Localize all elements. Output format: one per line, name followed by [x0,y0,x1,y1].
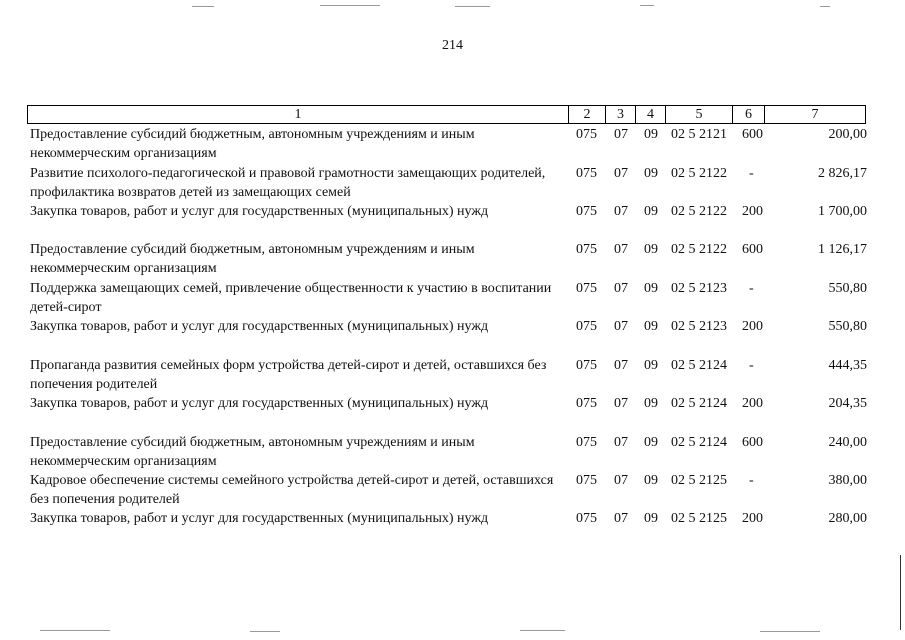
header-cell-expense-type: 6 [733,106,765,124]
row-section: 07 [614,166,628,181]
scan-speck [455,6,490,7]
row-name: Пропаганда развития семейных форм устройства детей-сирот и детей, оставшихся без попечения родителей [30,358,547,392]
row-section: 07 [614,396,628,411]
row-grbs: 075 [576,435,597,450]
row-target-article: 02 5 2124 [671,396,727,411]
row-section: 07 [614,127,628,142]
header-cell-target-article: 5 [666,106,733,124]
scan-speck [640,5,654,6]
row-section: 07 [614,435,628,450]
row-subsection: 09 [644,204,658,219]
row-sum: 1 126,17 [818,242,867,257]
row-subsection: 09 [644,435,658,450]
row-sum: 280,00 [828,511,867,526]
row-grbs: 075 [576,358,597,373]
row-expense-type: 200 [742,319,763,334]
table-row [30,510,870,530]
row-name: Кадровое обеспечение системы семейного устройства детей-сирот и детей, оставшихся без попечения родителей [30,473,554,507]
row-section: 07 [614,358,628,373]
row-sum: 550,80 [828,281,867,296]
row-sum: 550,80 [828,319,867,334]
row-grbs: 075 [576,396,597,411]
row-name: Предоставление субсидий бюджетным, автономным учреждениям и иным некоммерческим организациям [30,242,475,276]
row-target-article: 02 5 2122 [671,166,727,181]
table-header [27,105,866,124]
row-name: Закупка товаров, работ и услуг для государственных (муниципальных) нужд [30,319,489,334]
row-expense-type: 600 [742,435,763,450]
scan-speck [520,630,565,631]
table-row [30,434,870,472]
row-expense-type: - [749,358,754,373]
row-name: Закупка товаров, работ и услуг для государственных (муниципальных) нужд [30,396,489,411]
row-section: 07 [614,319,628,334]
row-subsection: 09 [644,358,658,373]
table-row [30,357,870,395]
row-target-article: 02 5 2124 [671,435,727,450]
table-row [30,126,870,165]
row-subsection: 09 [644,166,658,181]
row-grbs: 075 [576,319,597,334]
row-expense-type: - [749,166,754,181]
table-row [30,165,870,203]
scan-speck [760,631,820,632]
row-grbs: 075 [576,242,597,257]
table-row [30,280,870,318]
row-subsection: 09 [644,127,658,142]
row-name: Закупка товаров, работ и услуг для государственных (муниципальных) нужд [30,511,489,526]
table-row [30,472,870,510]
row-target-article: 02 5 2125 [671,473,727,488]
row-target-article: 02 5 2121 [671,127,727,142]
row-expense-type: 600 [742,127,763,142]
table-row [30,241,870,280]
row-sum: 200,00 [828,127,867,142]
row-section: 07 [614,281,628,296]
row-subsection: 09 [644,396,658,411]
header-cell-sum: 7 [765,106,866,124]
row-expense-type: 200 [742,396,763,411]
row-section: 07 [614,511,628,526]
row-grbs: 075 [576,204,597,219]
row-expense-type: - [749,281,754,296]
row-grbs: 075 [576,166,597,181]
header-cell-name: 1 [28,106,569,124]
row-subsection: 09 [644,319,658,334]
table-row [30,318,870,357]
row-expense-type: 600 [742,242,763,257]
header-cell-subsection: 4 [636,106,666,124]
row-grbs: 075 [576,473,597,488]
row-subsection: 09 [644,281,658,296]
row-name: Поддержка замещающих семей, привлечение общественности к участию в воспитании детей-сирот [30,281,552,315]
row-grbs: 075 [576,511,597,526]
header-cell-section: 3 [606,106,636,124]
row-expense-type: 200 [742,511,763,526]
row-target-article: 02 5 2122 [671,242,727,257]
row-target-article: 02 5 2125 [671,511,727,526]
header-cell-grbs: 2 [569,106,606,124]
scan-speck [40,630,110,631]
table-row [30,395,870,434]
row-sum: 1 700,00 [818,204,867,219]
row-expense-type: 200 [742,204,763,219]
scan-edge-line [900,555,901,630]
row-section: 07 [614,473,628,488]
row-name: Закупка товаров, работ и услуг для государственных (муниципальных) нужд [30,204,489,219]
row-subsection: 09 [644,473,658,488]
table-row [30,203,870,241]
row-subsection: 09 [644,242,658,257]
row-target-article: 02 5 2123 [671,319,727,334]
scan-speck [820,6,830,7]
page-number: 214 [442,38,463,53]
row-target-article: 02 5 2122 [671,204,727,219]
scan-speck [250,631,280,632]
row-name: Предоставление субсидий бюджетным, автономным учреждениям и иным некоммерческим организациям [30,127,475,161]
row-sum: 444,35 [828,358,867,373]
row-subsection: 09 [644,511,658,526]
row-target-article: 02 5 2124 [671,358,727,373]
row-sum: 204,35 [828,396,867,411]
row-name: Развитие психолого-педагогической и правовой грамотности замещающих родителей, профилактика возвратов детей из замещающих семей [30,166,546,200]
row-sum: 240,00 [828,435,867,450]
row-name: Предоставление субсидий бюджетным, автономным учреждениям и иным некоммерческим организациям [30,435,475,469]
scan-speck [192,6,214,7]
row-sum: 2 826,17 [818,166,867,181]
scan-speck [320,5,380,6]
row-section: 07 [614,204,628,219]
row-target-article: 02 5 2123 [671,281,727,296]
table-body [30,126,870,530]
row-section: 07 [614,242,628,257]
row-grbs: 075 [576,281,597,296]
row-grbs: 075 [576,127,597,142]
row-expense-type: - [749,473,754,488]
row-sum: 380,00 [828,473,867,488]
header-row [28,106,866,124]
